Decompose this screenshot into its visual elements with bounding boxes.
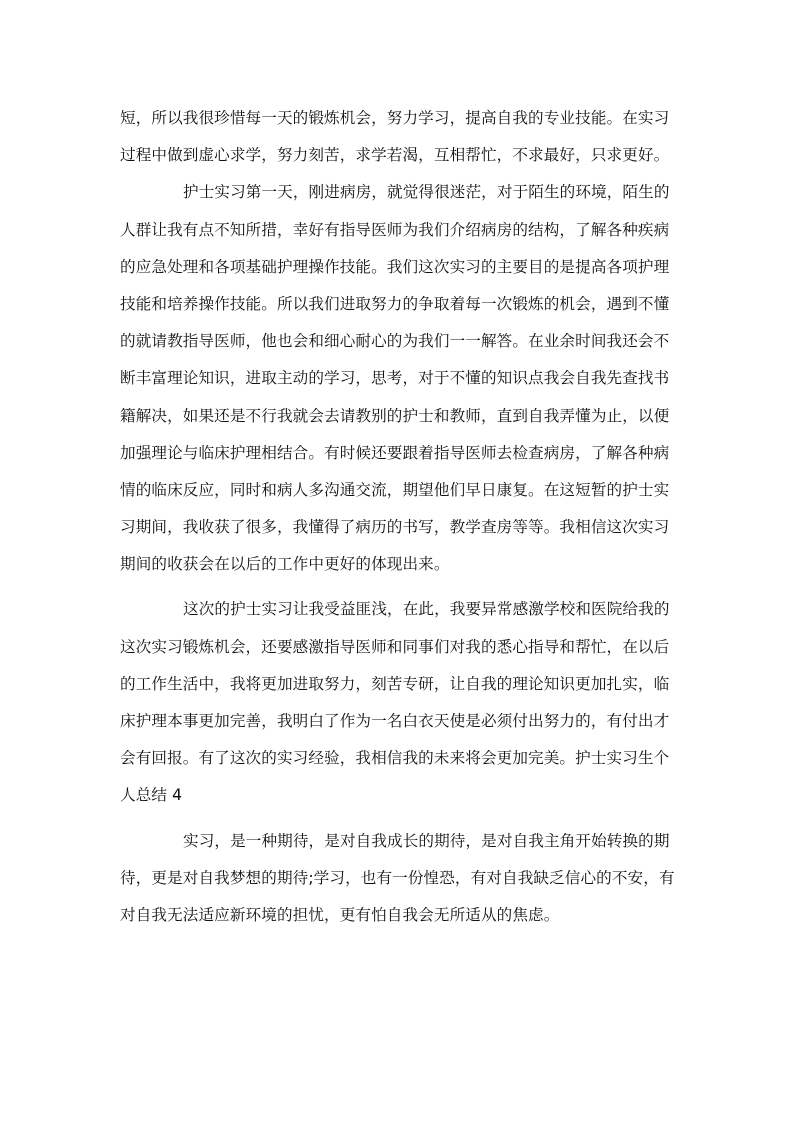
paragraph — [120, 100, 676, 174]
paragraph-line: 过程中做到虚心求学，努力刻苦，求学若渴，互相帮忙，不求最好，只求更好。 — [120, 146, 670, 165]
paragraph — [120, 174, 676, 583]
paragraph-line: 待，更是对自我梦想的期待;学习，也有一份惶恐，有对自我缺乏信心的不安，有 — [120, 868, 675, 887]
paragraph-spacer — [120, 583, 676, 591]
paragraph-line: 短，所以我很珍惜每一天的锻炼机会，努力学习，提高自我的专业技能。在实习 — [120, 109, 670, 127]
paragraph-line: 护士实习第一天，刚进病房，就觉得很迷茫，对于陌生的环境，陌生的 — [183, 183, 670, 202]
paragraph-line: 会有回报。有了这次的实习经验，我相信我的未来将会更加完美。护士实习生个 — [120, 749, 670, 768]
paragraph-line: 床护理本事更加完善，我明白了作为一名白衣天使是必须付出努力的，有付出才 — [120, 712, 670, 730]
paragraph-spacer — [120, 815, 676, 823]
paragraph-line: 这次实习锻炼机会，还要感激指导医师和同事们对我的悉心指导和帮忙，在以后 — [120, 637, 670, 656]
paragraph-line: 的应急处理和各项基础护理操作技能。我们这次实习的主要目的是提高各项护理 — [120, 257, 670, 276]
paragraph-line: 人总结 4 — [120, 786, 183, 805]
paragraph-line: 的工作生活中，我将更加进取努力，刻苦专研，让自我的理论知识更加扎实，临 — [120, 674, 670, 693]
paragraph — [120, 591, 676, 814]
paragraph-line: 实习，是一种期待，是对自我成长的期待，是对自我主角开始转换的期 — [183, 831, 670, 850]
paragraph-line: 断丰富理论知识，进取主动的学习，思考，对于不懂的知识点我会自我先查找书 — [120, 369, 670, 388]
paragraph-line: 技能和培养操作技能。所以我们进取努力的争取着每一次锻炼的机会，遇到不懂 — [120, 294, 670, 313]
paragraph-line: 的就请教指导医师，他也会和细心耐心的为我们一一解答。在业余时间我还会不 — [120, 332, 670, 351]
paragraph-line: 加强理论与临床护理相结合。有时候还要跟着指导医师去检查病房，了解各种病 — [120, 443, 670, 462]
paragraph-line: 籍解决，如果还是不行我就会去请教别的护士和教师，直到自我弄懂为止，以便 — [120, 406, 670, 425]
paragraph-line: 情的临床反应，同时和病人多沟通交流，期望他们早日康复。在这短暂的护士实 — [120, 480, 670, 499]
paragraph — [120, 823, 676, 935]
paragraph-line: 对自我无法适应新环境的担忧，更有怕自我会无所适从的焦虑。 — [120, 905, 560, 924]
paragraph-line: 这次的护士实习让我受益匪浅，在此，我要异常感激学校和医院给我的 — [183, 600, 670, 619]
document-body — [120, 100, 676, 934]
paragraph-line: 人群让我有点不知所措，幸好有指导医师为我们介绍病房的结构，了解各种疾病 — [120, 220, 670, 239]
paragraph-line: 习期间，我收获了很多，我懂得了病历的书写，教学查房等等。我相信这次实习 — [120, 518, 670, 537]
paragraph-line: 期间的收获会在以后的工作中更好的体现出来。 — [120, 555, 450, 574]
